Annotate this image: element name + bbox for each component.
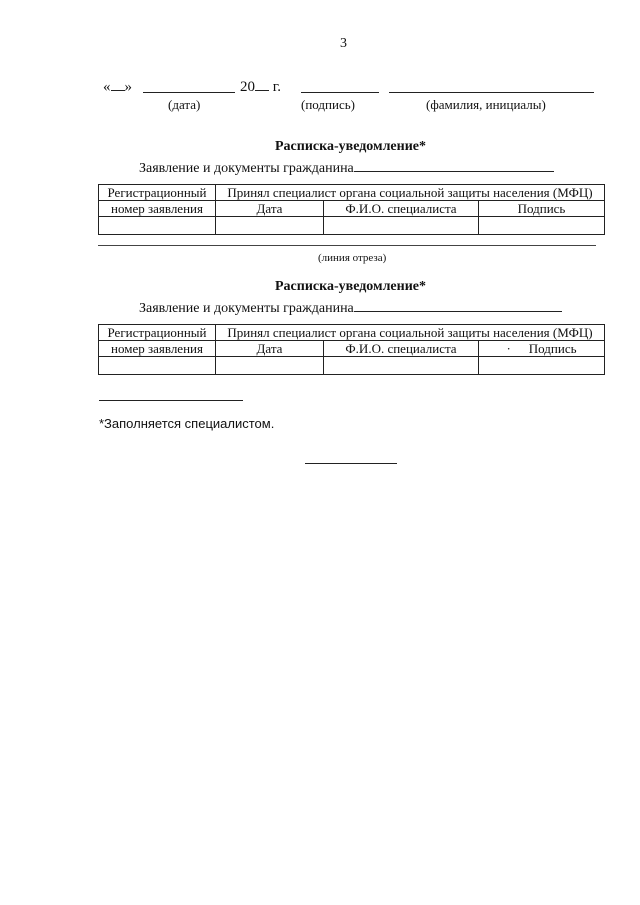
receipt-2-reg-header-line2: номер заявления (99, 341, 216, 357)
name-caption: (фамилия, инициалы) (426, 97, 546, 112)
receipt-2-reg-cell (99, 357, 216, 375)
receipt-2-name-cell (324, 357, 479, 375)
year-blank (255, 78, 269, 91)
receipt-1-intro (139, 157, 554, 177)
date-caption: (дата) (168, 97, 201, 112)
receipt-2-signature-cell (479, 357, 605, 375)
day-blank (111, 78, 125, 91)
receipt-1-date-cell (216, 217, 324, 235)
receipt-1-title: Расписка-уведомление* (275, 139, 426, 154)
signature-caption: (подпись) (301, 97, 355, 112)
quote-open: « (103, 79, 111, 95)
receipt-2-name-header: Ф.И.О. специалиста (324, 341, 479, 357)
receipt-1-name-cell (324, 217, 479, 235)
footnote-rule (99, 400, 243, 401)
receipt-2-title: Расписка-уведомление* (275, 279, 426, 294)
year-prefix: 20 (240, 79, 255, 95)
receipt-2-table (98, 324, 605, 375)
cut-caption: (линия отреза) (318, 252, 387, 264)
receipt-1-reg-header-line1: Регистрационный (99, 185, 216, 201)
end-rule (305, 463, 397, 464)
receipt-2-reg-header-line1: Регистрационный (99, 325, 216, 341)
name-blank (389, 80, 594, 93)
receipt-2-signature-header-label: Подпись (528, 341, 577, 356)
date-month-blank (143, 80, 235, 93)
cut-line (98, 245, 596, 246)
receipt-1-table (98, 184, 605, 235)
receipt-1-signature-cell (479, 217, 605, 235)
receipt-2-stray-mark: · (506, 341, 511, 356)
receipt-2-date-cell (216, 357, 324, 375)
receipt-2-signature-header (479, 341, 605, 357)
receipt-1-citizen-blank (354, 157, 554, 172)
receipt-2-intro (139, 297, 562, 317)
receipt-2-citizen-blank (354, 297, 562, 312)
receipt-1-reg-header-line2: номер заявления (99, 201, 216, 217)
receipt-1-date-header: Дата (216, 201, 324, 217)
date-year-field (240, 78, 281, 96)
page-number: 3 (340, 36, 347, 51)
signature-blank (301, 80, 379, 93)
date-day-field (103, 78, 132, 96)
receipt-1-signature-header: Подпись (479, 201, 605, 217)
receipt-1-intro-text: Заявление и документы гражданина (139, 161, 354, 176)
receipt-2-intro-text: Заявление и документы гражданина (139, 301, 354, 316)
receipt-1-group-header: Принял специалист органа социальной защиты населения (МФЦ) (216, 185, 605, 201)
receipt-1-name-header: Ф.И.О. специалиста (324, 201, 479, 217)
quote-close: » (124, 79, 132, 95)
receipt-2-date-header: Дата (216, 341, 324, 357)
footnote: *Заполняется специалистом. (99, 416, 275, 431)
receipt-1-reg-cell (99, 217, 216, 235)
year-suffix: г. (272, 79, 281, 95)
receipt-2-group-header: Принял специалист органа социальной защиты населения (МФЦ) (216, 325, 605, 341)
